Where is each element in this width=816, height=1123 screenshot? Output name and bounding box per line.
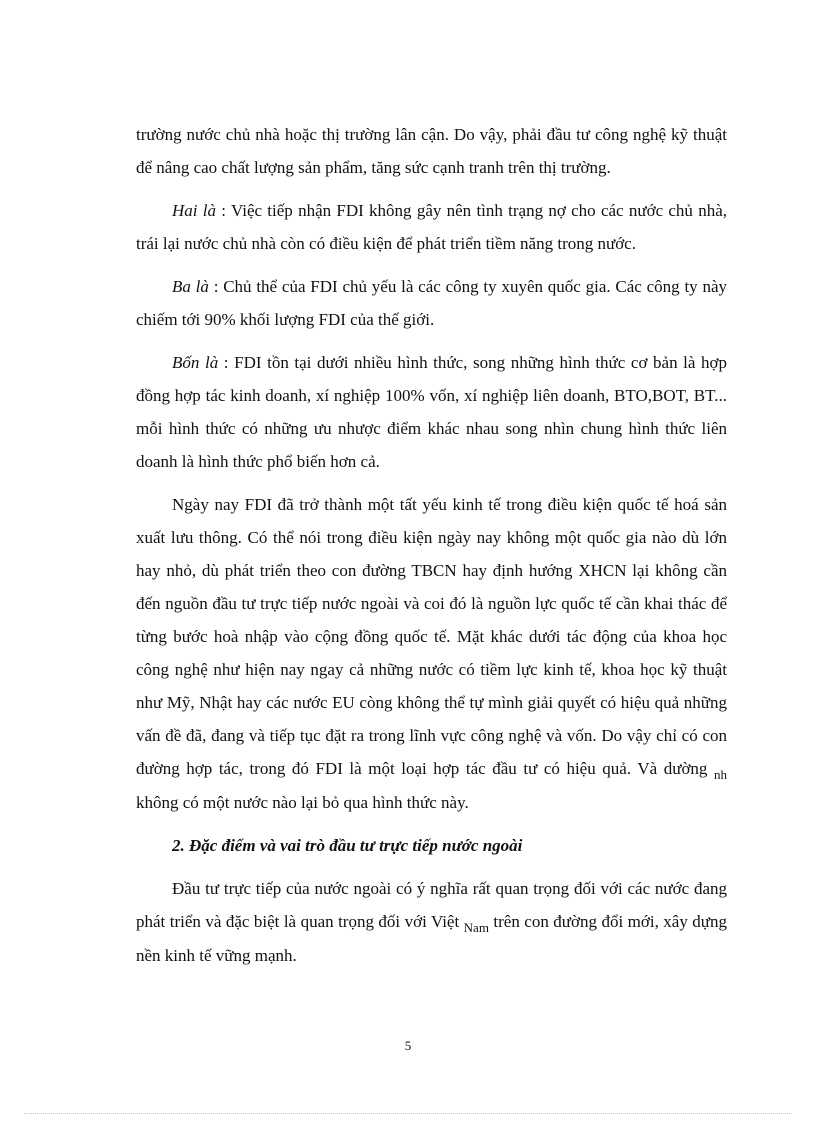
paragraph-body: Đầu tư trực tiếp của nước ngoài có ý nghĩa rất quan trọng đối với các nước đang phát triển và đặc biệt là quan trọng đối với Việt [136,879,727,931]
paragraph-bon-la [136,346,727,478]
paragraph-label: Hai là [172,201,216,220]
stray-fragment: nh [714,767,728,782]
page-bottom-rule [24,1113,792,1114]
paragraph-body: Ngày nay FDI đã trở thành một tất yếu kinh tế trong điều kiện quốc tế hoá sản xuất lưu thông. Có thể nói trong điều kiện ngày nay không một quốc gia nào dù lớn hay nhỏ, dù phát triển theo con đường TBCN hay định hướng XHCN lại không cần đến nguồn đầu tư trực tiếp nước ngoài và coi đó là nguồn lực quốc tế cần khai thác để từng bước hoà nhập vào cộng đồng quốc tế. Mặt khác dưới tác động của khoa học công nghệ như hiện nay ngay cả những nước có tiềm lực kinh tế, khoa học kỹ thuật như Mỹ, Nhật hay các nước EU còng không thể tự mình giải quyết có hiệu quả những vấn đề đã, đang và tiếp tục đặt ra trong lĩnh vực công nghệ và vốn. Do vậy chỉ có con đường hợp tác, trong đó FDI là một loại hợp tác đầu tư có hiệu quả. Và dường [136,495,727,778]
paragraph-ngay-nay [136,488,727,819]
paragraph-continued: trường nước chủ nhà hoặc thị trường lân cận. Do vậy, phải đầu tư công nghệ kỹ thuật để nâng cao chất lượng sản phẩm, tăng sức cạnh tranh trên thị trường. [136,125,727,177]
body-text [136,118,727,972]
paragraph-hai-la [136,194,727,260]
page-number: 5 [404,1038,412,1053]
paragraph-label: Ba là [172,277,209,296]
paragraph-label: Bốn là [172,353,219,372]
paragraph-body: : Chủ thể của FDI chủ yếu là các công ty xuyên quốc gia. Các công ty này chiếm tới 90% khối lượng FDI của thế giới. [136,277,728,329]
stray-fragment: Nam [463,920,489,935]
paragraph-dau-tu [136,872,727,972]
paragraph-tail: không có một nước nào lại bỏ qua hình thức này. [136,793,469,812]
paragraph-body: : FDI tồn tại dưới nhiều hình thức, song những hình thức cơ bản là hợp đồng hợp tác kinh doanh, xí nghiệp 100% vốn, xí nghiệp liên doanh, BTO,BOT, BT... mỗi hình thức có những ưu nhược điểm khác nhau song nhìn chung hình thức liên doanh là hình thức phổ biến hơn cả. [136,353,728,471]
paragraph-tail: trên con đường đổi mới, xây dựng nền kinh tế vững mạnh. [136,912,728,965]
paragraph-ba-la [136,270,727,336]
section-heading: 2. Đặc điểm và vai trò đầu tư trực tiếp nước ngoài [172,836,523,855]
paragraph-body: : Việc tiếp nhận FDI không gây nên tình trạng nợ cho các nước chủ nhà, trái lại nước chủ nhà còn có điều kiện để phát triển tiềm năng trong nước. [136,201,727,253]
